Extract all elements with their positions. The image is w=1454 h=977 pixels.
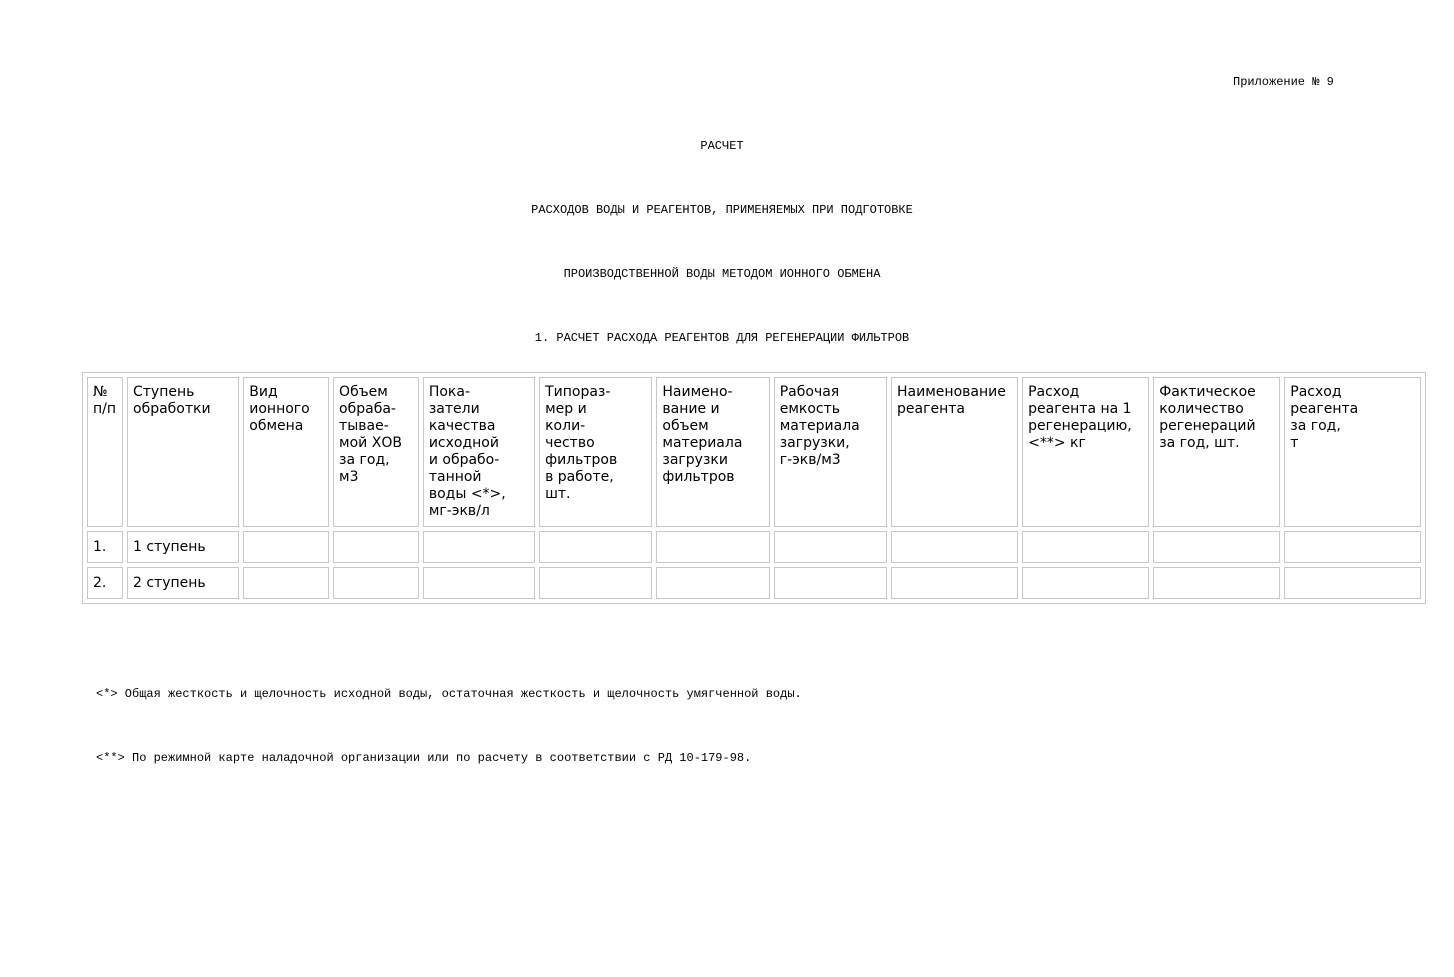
document-subtitle-line-1: РАСХОДОВ ВОДЫ И РЕАГЕНТОВ, ПРИМЕНЯЕМЫХ ПРИ ПОДГОТОВКЕ <box>531 203 913 217</box>
table-cell <box>1284 531 1421 563</box>
table-cell <box>1022 567 1149 599</box>
table-cell <box>333 567 419 599</box>
header-cell-stage: Ступень обработки <box>127 377 239 527</box>
table-cell <box>774 567 887 599</box>
table-cell: 2 ступень <box>127 567 239 599</box>
header-cell-reagent-name: Наименование реагента <box>891 377 1018 527</box>
table-row <box>87 531 1421 563</box>
document-title: РАСЧЕТ <box>700 139 744 153</box>
table-cell <box>539 567 652 599</box>
table-cell <box>333 531 419 563</box>
table-cell <box>656 531 769 563</box>
table-cell <box>1153 531 1280 563</box>
reagent-calculation-table <box>82 372 1426 604</box>
table-cell: 2. <box>87 567 123 599</box>
table-cell <box>539 531 652 563</box>
header-cell-working-capacity: Рабочая емкость материала загрузки, г-экв/м3 <box>774 377 887 527</box>
footnote-1: <*> Общая жесткость и щелочность исходной воды, остаточная жесткость и щелочность умягченной воды. <box>96 687 802 701</box>
header-cell-water-volume: Объем обраба- тывае- мой ХОВ за год, м3 <box>333 377 419 527</box>
table-cell <box>774 531 887 563</box>
table-cell <box>423 531 535 563</box>
table-cell <box>1284 567 1421 599</box>
header-cell-reagent-per-regen: Расход реагента на 1 регенерацию, <**> кг <box>1022 377 1149 527</box>
table-cell <box>423 567 535 599</box>
table-cell: 1. <box>87 531 123 563</box>
header-cell-water-quality: Пока- затели качества исходной и обрабо- танной воды <*>, мг-экв/л <box>423 377 535 527</box>
table-cell: 1 ступень <box>127 531 239 563</box>
section-title: 1. РАСЧЕТ РАСХОДА РЕАГЕНТОВ ДЛЯ РЕГЕНЕРАЦИИ ФИЛЬТРОВ <box>534 331 910 345</box>
table-cell <box>243 531 329 563</box>
table-cell <box>243 567 329 599</box>
table-cell <box>1022 531 1149 563</box>
appendix-label: Приложение № 9 <box>1233 75 1334 89</box>
table-cell <box>891 567 1018 599</box>
header-cell-filter-size: Типораз- мер и коли- чество фильтров в работе, шт. <box>539 377 652 527</box>
table-cell <box>656 567 769 599</box>
header-cell-reagent-per-year: Расход реагента за год, т <box>1284 377 1421 527</box>
header-cell-number: № п/п <box>87 377 123 527</box>
header-cell-regen-count: Фактическое количество регенераций за год, шт. <box>1153 377 1280 527</box>
table-header-row <box>87 377 1421 527</box>
footnote-2: <**> По режимной карте наладочной организации или по расчету в соответствии с РД 10-179-98. <box>96 751 752 765</box>
table-cell <box>891 531 1018 563</box>
table-row <box>87 567 1421 599</box>
header-cell-exchange-type: Вид ионного обмена <box>243 377 329 527</box>
document-subtitle-line-2: ПРОИЗВОДСТВЕННОЙ ВОДЫ МЕТОДОМ ИОННОГО ОБМЕНА <box>563 267 881 281</box>
header-cell-load-material: Наимено- вание и объем материала загрузки фильтров <box>656 377 769 527</box>
table-cell <box>1153 567 1280 599</box>
